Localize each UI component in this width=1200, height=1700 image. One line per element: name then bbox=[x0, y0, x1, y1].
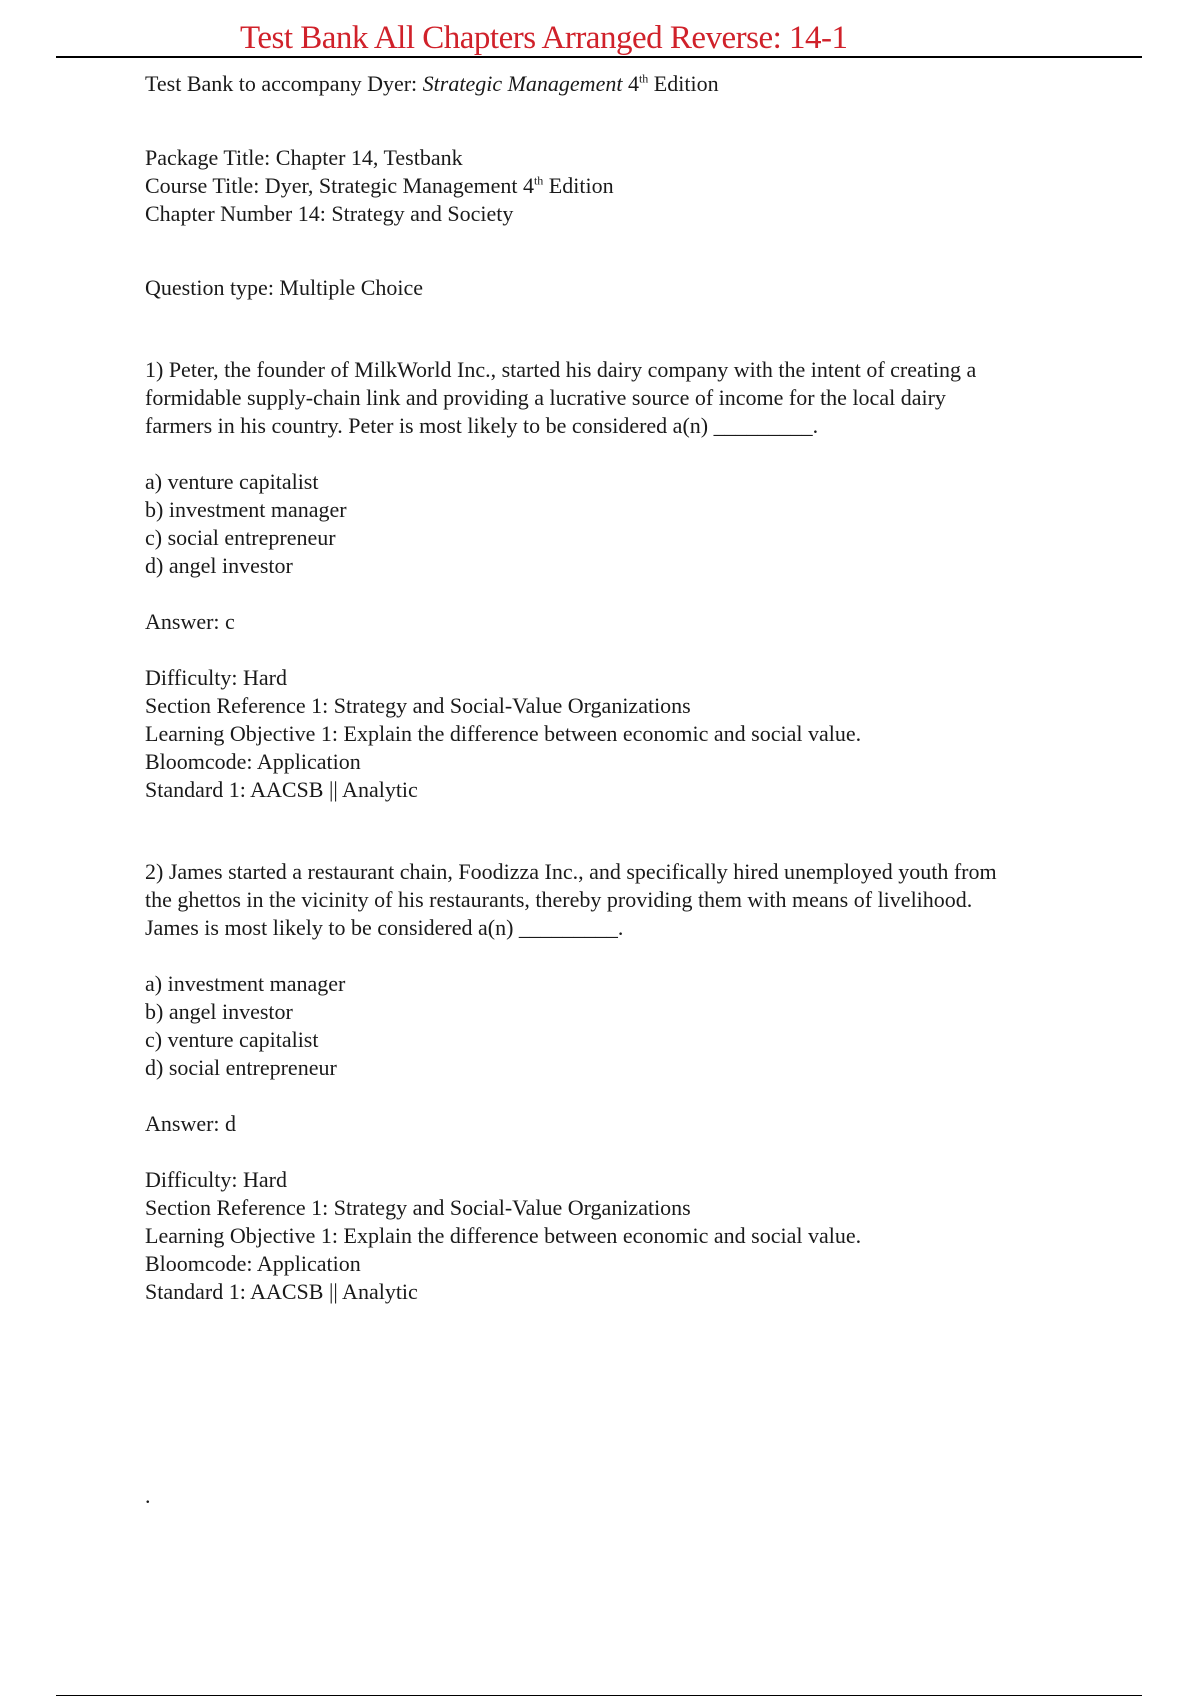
question-2-section-reference: Section Reference 1: Strategy and Social-Value Organizations bbox=[145, 1195, 691, 1220]
question-2-bloomcode: Bloomcode: Application bbox=[145, 1251, 361, 1276]
question-2-line-3: James is most likely to be considered a(n) _________. bbox=[145, 915, 624, 940]
question-2-option-b: b) angel investor bbox=[145, 999, 293, 1024]
footer-dot: . bbox=[145, 1483, 151, 1508]
package-title: Package Title: Chapter 14, Testbank bbox=[145, 145, 463, 170]
question-2-answer: Answer: d bbox=[145, 1111, 237, 1136]
question-2-option-d: d) social entrepreneur bbox=[145, 1055, 337, 1080]
question-2-option-a: a) investment manager bbox=[145, 971, 346, 996]
course-title-prefix: Course Title: Dyer, Strategic Management 4 bbox=[145, 173, 534, 198]
document-body bbox=[145, 70, 1105, 1306]
edition-suffix: Edition bbox=[648, 71, 719, 96]
question-1-line-3: farmers in his country. Peter is most likely to be considered a(n) _________. bbox=[145, 413, 819, 438]
footer-divider bbox=[56, 1695, 1142, 1696]
course-title bbox=[145, 172, 1105, 200]
question-1-answer: Answer: c bbox=[145, 609, 235, 634]
question-2 bbox=[145, 858, 1105, 1306]
question-2-line-1: 2) James started a restaurant chain, Foodizza Inc., and specifically hired unemployed youth from bbox=[145, 859, 997, 884]
page-header bbox=[0, 0, 1200, 60]
chapter-number: Chapter Number 14: Strategy and Society bbox=[145, 201, 514, 226]
course-title-sup: th bbox=[533, 173, 544, 188]
question-1-option-a: a) venture capitalist bbox=[145, 469, 319, 494]
intro-prefix: Test Bank to accompany Dyer: bbox=[145, 71, 423, 96]
question-1-bloomcode: Bloomcode: Application bbox=[145, 749, 361, 774]
question-1 bbox=[145, 356, 1105, 804]
question-1-option-b: b) investment manager bbox=[145, 497, 347, 522]
question-2-learning-objective: Learning Objective 1: Explain the difference between economic and social value. bbox=[145, 1223, 862, 1248]
book-title: Strategic Management bbox=[422, 71, 623, 96]
question-1-line-1: 1) Peter, the founder of MilkWorld Inc., started his dairy company with the intent of creating a bbox=[145, 357, 977, 382]
question-1-option-d: d) angel investor bbox=[145, 553, 293, 578]
question-1-difficulty: Difficulty: Hard bbox=[145, 665, 287, 690]
header-divider bbox=[56, 56, 1142, 58]
question-2-option-c: c) venture capitalist bbox=[145, 1027, 319, 1052]
edition-sup: th bbox=[638, 71, 649, 86]
question-1-standard: Standard 1: AACSB || Analytic bbox=[145, 777, 418, 802]
edition-number: 4 bbox=[627, 71, 639, 96]
intro-line bbox=[145, 70, 1105, 98]
question-1-line-2: formidable supply-chain link and providing a lucrative source of income for the local dairy bbox=[145, 385, 946, 410]
question-2-difficulty: Difficulty: Hard bbox=[145, 1167, 287, 1192]
question-1-option-c: c) social entrepreneur bbox=[145, 525, 336, 550]
question-1-learning-objective: Learning Objective 1: Explain the difference between economic and social value. bbox=[145, 721, 862, 746]
question-type: Question type: Multiple Choice bbox=[145, 275, 424, 300]
page-title: Test Bank All Chapters Arranged Reverse: 14-1 bbox=[240, 20, 848, 56]
question-1-section-reference: Section Reference 1: Strategy and Social-Value Organizations bbox=[145, 693, 691, 718]
question-2-standard: Standard 1: AACSB || Analytic bbox=[145, 1279, 418, 1304]
question-2-line-2: the ghettos in the vicinity of his restaurants, thereby providing them with means of livelihood. bbox=[145, 887, 973, 912]
course-title-suffix: Edition bbox=[543, 173, 614, 198]
